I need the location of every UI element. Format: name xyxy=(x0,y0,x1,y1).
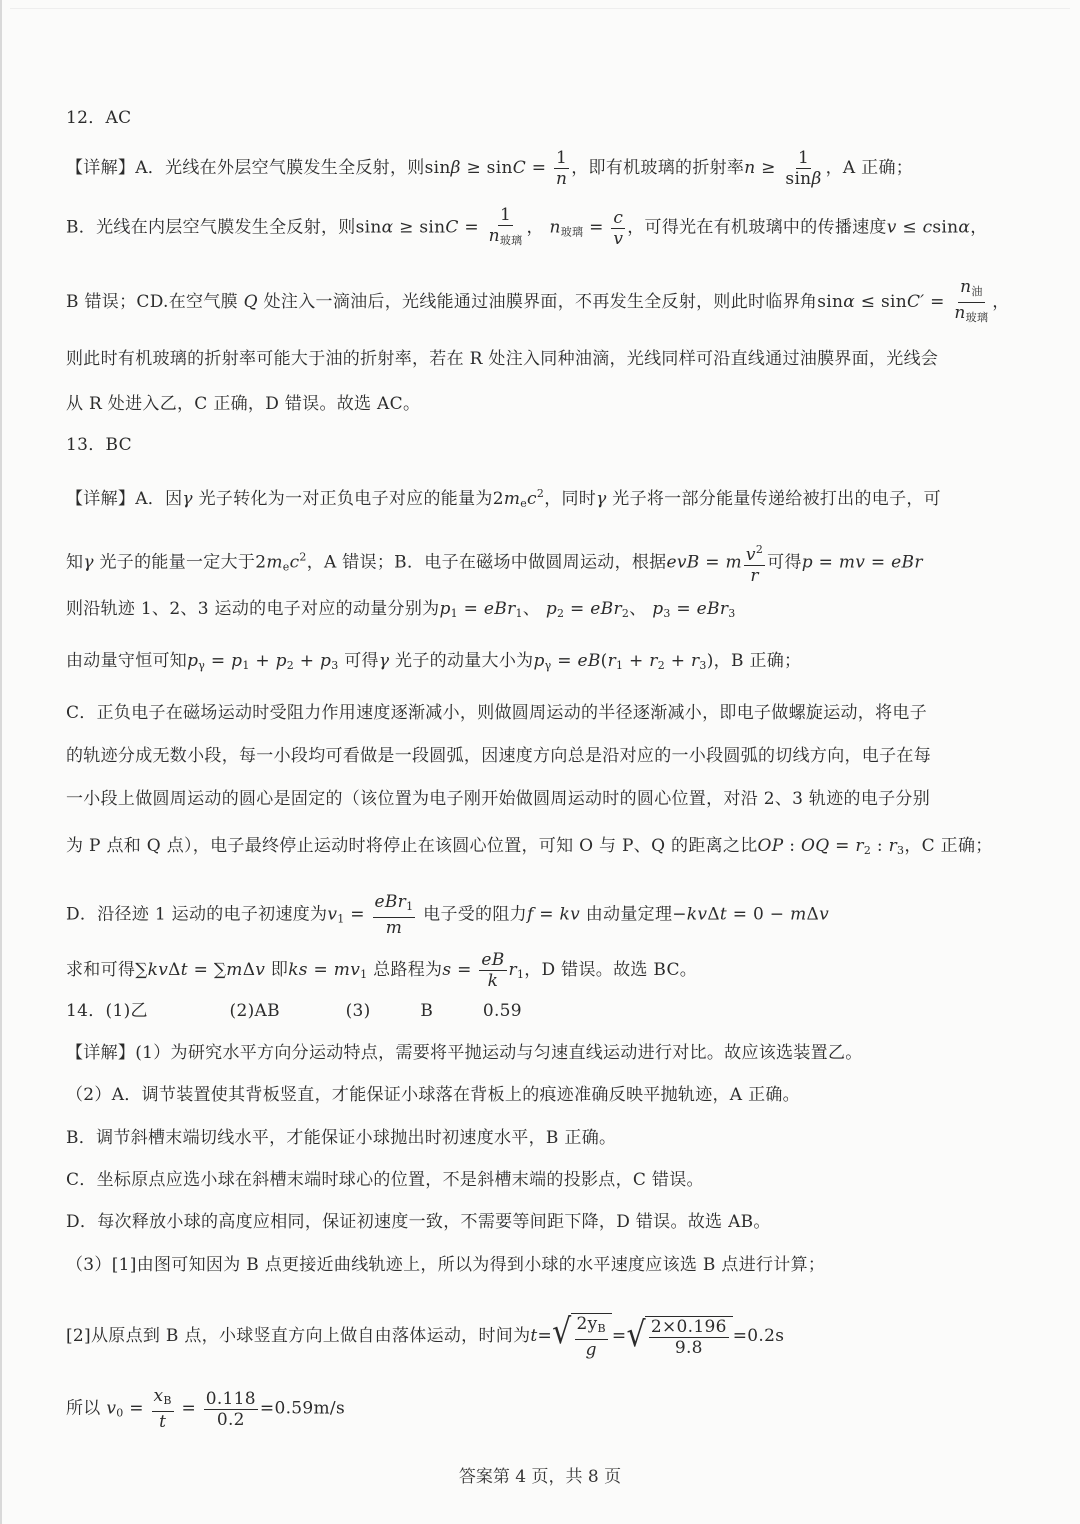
text: ，A 正确； xyxy=(825,158,914,178)
text: (3) xyxy=(345,1001,371,1021)
q14-detail-1: 【详解】(1）为研究水平方向分运动特点，需要将平抛运动与匀速直线运动进行对比。故应该选装置乙。 xyxy=(66,1043,863,1063)
page-footer: 答案第 4 页，共 8 页 xyxy=(458,1467,622,1487)
fraction: $\frac{eB}{k}$ xyxy=(481,950,505,991)
text: [2]从原点到 B 点，小球竖直方向上做自由落体运动，时间为 xyxy=(66,1326,531,1346)
text: 0.59 xyxy=(482,1001,522,1021)
fraction: $\frac{x_B}{t}$ xyxy=(153,1386,172,1432)
text: 14．(1)乙 xyxy=(66,1001,148,1021)
text: 即 xyxy=(270,960,289,980)
question-13-answer: 13．BC xyxy=(66,435,132,455)
text: 光子的动量大小为 xyxy=(395,651,534,671)
q13-detail-c1: C．正负电子在磁场运动时受阻力作用速度逐渐减小，则做圆周运动的半径逐渐减小，即电子做螺旋运动，将电子 xyxy=(66,703,928,723)
text: 电子受的阻力 xyxy=(423,904,527,925)
q14-detail-2b: B．调节斜槽末端切线水平，才能保证小球抛出时初速度水平，B 正确。 xyxy=(66,1128,617,1148)
text: 总路程为 xyxy=(373,960,443,980)
text: B xyxy=(420,1001,434,1021)
q12-detail-line5: 则此时有机玻璃的折射率可能大于油的折射率，若在 R 处注入同种油滴，光线同样可沿直线通过油膜界面，光线会 xyxy=(66,349,939,369)
text: 【详解】A．因 xyxy=(66,489,183,509)
text: ， xyxy=(992,292,1010,312)
q12-detail-line6: 从 R 处进入乙，C 正确，D 错误。故选 AC。 xyxy=(66,394,421,414)
q13-detail-d1: D．沿径迹 1 运动的电子初速度为$v_1$ = $\frac{eBr_1}{m}$ 电子受的阻力f = kv 由动量定理−kvΔt = 0 − mΔv xyxy=(66,892,829,938)
fraction: $\frac{eBr_1}{m}$ xyxy=(374,892,414,938)
text: ，可得光在有机玻璃中的传播速度 xyxy=(627,217,887,238)
text: 光子转化为一对正负电子对应的能量为 xyxy=(198,489,493,509)
q12-detail-cd: B 错误；CD.在空气膜 Q 处注入一滴油后，光线能通过油膜界面，不再发生全反射，则此时临界角sinα ≤ sinC′ = $\frac{n_油}{n_{玻璃}}$ ， xyxy=(66,277,1026,328)
q13-detail-c2: 的轨迹分成无数小段，每一小段均可看做是一段圆弧，因速度方向总是沿对应的一小段圆弧的切线方向，电子在每 xyxy=(66,746,931,766)
q14-detail-3c: 所以 $v_0$ = $\frac{x_B}{t}$ = $\frac{0.118}{0.2}$ =0.59m/s xyxy=(66,1386,345,1432)
fraction: $\frac{v^2}{r}$ xyxy=(744,540,765,586)
fraction: $\frac{1}{n_{玻璃}}$ xyxy=(488,205,523,247)
text: D．沿径迹 1 运动的电子初速度为 xyxy=(66,904,328,925)
text: 可得 xyxy=(344,651,379,671)
text: 由动量定理 xyxy=(585,904,673,925)
text: 【详解】A．光线在外层空气膜发生全反射，则 xyxy=(66,158,425,178)
text: ，A 错误；B．电子在磁场中做圆周运动，根据 xyxy=(306,552,667,573)
text: 处注入一滴油后，光线能通过油膜界面，不再发生全反射，则此时临界角 xyxy=(263,292,818,312)
sqrt-expression: √ $\frac{2\times 0.196}{9.8}$ xyxy=(626,1316,732,1358)
q14-detail-3b: [2]从原点到 B 点，小球竖直方向上做自由落体运动，时间为t= √ $\frac{2y_B}{g}$ = √ $\frac{2\times 0.196}{9.8}$ =0.2s xyxy=(66,1311,785,1360)
q13-detail-a: 【详解】A．因γ 光子转化为一对正负电子对应的能量为$2m_ec^2$，同时γ 光子将一部分能量传递给被打出的电子，可 xyxy=(66,487,941,510)
text: ，B 正确； xyxy=(713,651,802,671)
fraction: $\frac{1}{n}$ xyxy=(555,148,568,189)
text: 知 xyxy=(66,552,84,573)
question-12-answer: 12．AC xyxy=(66,108,132,128)
q13-detail-c4: 为 P 点和 Q 点），电子最终停止运动时将停止在该圆心位置，可知 O 与 P、Q 的距离之比OP : OQ = $r_2$ : $r_3$，C 正确； xyxy=(66,836,993,857)
q13-detail-b: 知γ 光子的能量一定大于$2m_ec^2$，A 错误；B．电子在磁场中做圆周运动，根据evB = m $\frac{v^2}{r}$ 可得p = mv = eBr xyxy=(66,540,1026,586)
sqrt-expression: √ $\frac{2y_B}{g}$ xyxy=(552,1313,612,1360)
text: ，C 正确； xyxy=(904,836,993,856)
text: 所以 xyxy=(66,1398,101,1419)
fraction: $\frac{c}{v}$ xyxy=(613,207,624,249)
page-top-edge xyxy=(10,8,1070,9)
q14-detail-2c: C．坐标原点应选小球在斜槽末端时球心的位置，不是斜槽末端的投影点，C 错误。 xyxy=(66,1170,704,1190)
text: ，即有机玻璃的折射率 xyxy=(571,158,745,178)
text: 光子将一部分能量传递给被打出的电子，可 xyxy=(612,489,941,509)
q13-detail-c3: 一小段上做圆周运动的圆心是固定的（该位置为电子刚开始做圆周运动时的圆心位置，对沿 2、3 轨迹的电子分别 xyxy=(66,789,931,809)
q12-detail-b: B．光线在内层空气膜发生全反射，则sinα ≥ sinC = $\frac{1}{n_{玻璃}}$ ， $n_{玻璃}$ = $\frac{c}{v}$ ，可得光在有机玻璃中的传播速度v ≤ csinα， xyxy=(66,205,1026,251)
text: 为 P 点和 Q 点），电子最终停止运动时将停止在该圆心位置，可知 O 与 P、Q 的距离之比 xyxy=(66,836,758,856)
text: 光子的能量一定大于 xyxy=(99,552,256,573)
text: 则沿轨迹 1、2、3 运动的电子对应的动量分别为 xyxy=(66,599,440,619)
text: 可得 xyxy=(767,552,802,573)
text: =0.59m/s xyxy=(259,1398,345,1419)
question-14-answer xyxy=(66,1000,1026,1022)
text: ， xyxy=(970,217,988,238)
fraction: $\frac{n_油}{n_{玻璃}}$ xyxy=(954,277,989,324)
text: =0.2s xyxy=(732,1326,785,1346)
q13-momenta: 则沿轨迹 1、2、3 运动的电子对应的动量分别为$p_1 = eBr_1$、 $p_2 = eBr_2$、 $p_3 = eBr_3$ xyxy=(66,599,736,620)
q14-detail-3a: （3）[1]由图可知因为 B 点更接近曲线轨迹上，所以为得到小球的水平速度应该选 B 点进行计算； xyxy=(66,1255,826,1275)
page-left-edge xyxy=(0,0,2,1524)
text: ，同时 xyxy=(544,489,597,509)
text: B．光线在内层空气膜发生全反射，则 xyxy=(66,217,356,238)
q14-detail-2d: D．每次释放小球的高度应相同，保证初速度一致，不需要等间距下降，D 错误。故选 AB。 xyxy=(66,1212,771,1232)
q14-detail-2a: （2）A．调节装置使其背板竖直，才能保证小球落在背板上的痕迹准确反映平抛轨迹，A 正确。 xyxy=(66,1085,800,1105)
text: 求和可得 xyxy=(66,960,136,980)
fraction: $\frac{0.118}{0.2}$ xyxy=(205,1388,256,1430)
q13-conservation: 由动量守恒可知$p_\gamma = p_1 + p_2 + p_3$ 可得γ 光子的动量大小为$p_\gamma = eB(r_1 + r_2 + r_3)$，B 正确； xyxy=(66,651,802,672)
text: ，D 错误。故选 BC。 xyxy=(524,960,698,980)
text: B 错误；CD.在空气膜 xyxy=(66,292,238,312)
fraction: $\frac{1}{\sin\beta}$ xyxy=(785,148,822,189)
q12-detail-a: 【详解】A．光线在外层空气膜发生全反射，则sinβ ≥ sinC = $\frac{1}{n}$ ，即有机玻璃的折射率n ≥ $\frac{1}{\sin\beta}$ ，A 正确； xyxy=(66,148,914,189)
text: 由动量守恒可知 xyxy=(66,651,188,671)
text: (2)AB xyxy=(229,1001,280,1021)
q13-detail-d2: 求和可得∑kvΔt = ∑mΔv 即ks = $mv_1$ 总路程为s = $\frac{eB}{k}$ $r_1$，D 错误。故选 BC。 xyxy=(66,950,698,991)
